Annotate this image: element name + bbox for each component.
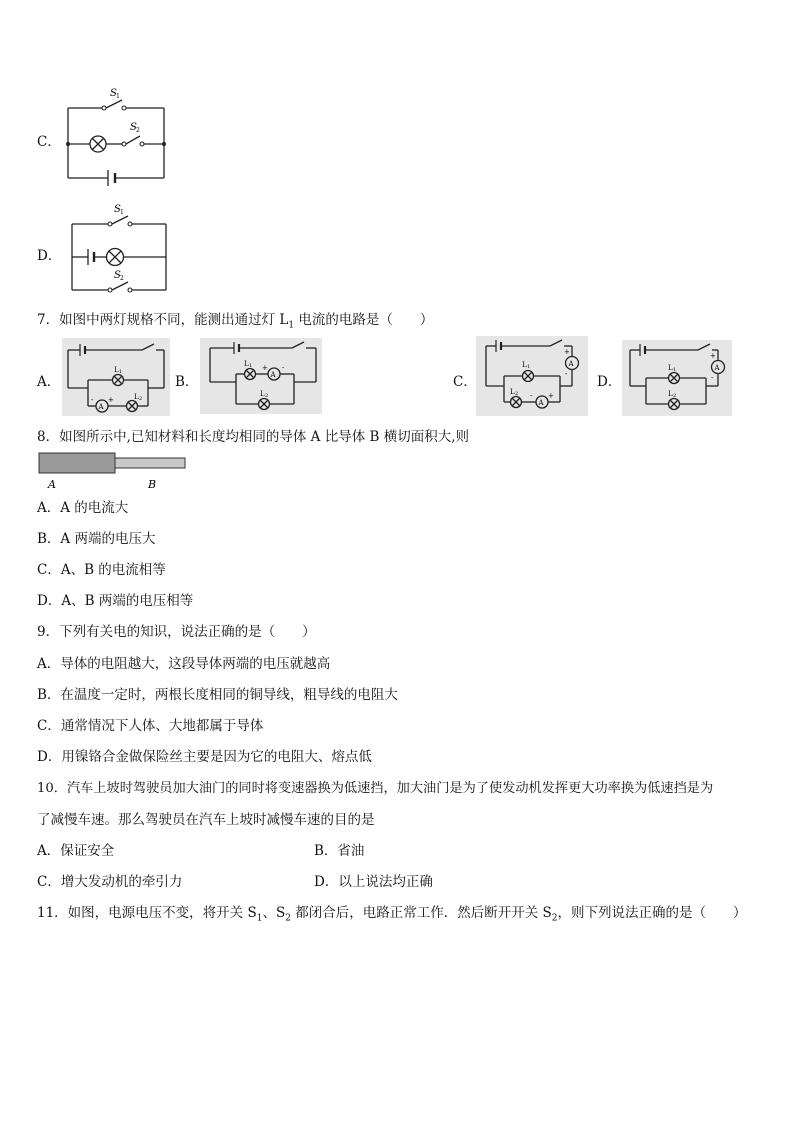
q9-option-d[interactable]: D．用镍铬合金做保险丝主要是因为它的电阻大、熔点低 [37,749,372,765]
q11-stem-c: 都闭合后，电路正常工作．然后断开开关 S [290,905,552,921]
q7b-plus: + [262,364,268,372]
q6-circuit-c [60,86,170,192]
q11-stem-d: ，则下列说法正确的是（ ） [557,905,747,921]
q8-option-a[interactable]: A．A 的电流大 [37,500,129,516]
q11-sub3: 2 [551,913,558,924]
q7b-l1: L [244,360,249,368]
q7-circuit-d [622,340,732,416]
q6d-s1-label: S [114,204,121,215]
q6d-s1-sub: 1 [120,209,124,216]
q7c-ammeter-top: A [568,360,574,368]
q7b-ammeter: A [270,371,276,379]
q7c-l2: L [510,388,515,396]
q10-option-b[interactable]: B．省油 [314,843,365,859]
q7-circuit-a [62,338,170,416]
q7a-l1-sub: 1 [119,369,123,375]
q7a-l2-sub: 2 [139,396,143,402]
q7a-plus: + [108,396,114,404]
q7c-minus-bottom: - [530,392,533,400]
q7c-minus-top: - [565,370,568,378]
q9-option-b[interactable]: B．在温度一定时，两根长度相同的铜导线，粗导线的电阻大 [37,687,398,703]
q7b-minus: - [282,364,285,372]
q7d-l1-sub: 1 [673,367,677,373]
q7-option-a-label[interactable]: A． [37,374,61,390]
q7d-l1: L [668,364,673,372]
q10-option-d[interactable]: D．以上说法均正确 [314,874,433,890]
q7b-l2: L [260,390,265,398]
q6-option-d-label[interactable]: D． [37,248,62,264]
q7d-plus: + [710,352,716,360]
q6c-s2-label: S [130,122,137,133]
q7-option-b-label[interactable]: B． [175,374,199,390]
q10-option-a[interactable]: A．保证安全 [37,843,115,859]
q6-circuit-d [62,200,172,298]
q8-stem: 8．如图所示中,已知材料和长度均相同的导体 A 比导体 B 横切面积大,则 [37,429,470,445]
q10-stem-line1: 10．汽车上坡时驾驶员加大油门的同时将变速器换为低速挡，加大油门是为了使发动机发挥更大功率换为低速挡是为 [37,781,714,796]
q11-stem-b: 、S [262,905,286,921]
q6c-s1-label: S [110,88,117,99]
q7a-l1: L [114,366,119,374]
q9-stem: 9．下列有关电的知识，说法正确的是（ ） [37,624,316,640]
q7c-l1-sub: 1 [527,364,531,370]
q7b-l2-sub: 2 [265,393,269,399]
q9-option-c[interactable]: C．通常情况下人体、大地都属于导体 [37,718,264,734]
q8-option-b[interactable]: B．A 两端的电压大 [37,531,156,547]
q7d-ammeter: A [714,364,720,372]
q6c-s1-sub: 1 [116,93,120,100]
q11-stem [37,904,747,928]
q7-stem-sub: 1 [288,320,295,331]
q7-stem-end: 电流的电路是（ ） [294,312,434,328]
q8-option-d[interactable]: D．A、B 两端的电压相等 [37,593,194,609]
q10-option-c[interactable]: C．增大发动机的牵引力 [37,874,183,890]
q6-option-c-label[interactable]: C． [37,134,61,150]
q7c-plus-bottom: + [548,392,554,400]
q7c-ammeter-bottom: A [538,399,544,407]
q7d-l2: L [668,390,673,398]
q7c-plus-top: + [564,348,570,356]
q6c-s2-sub: 2 [136,127,140,134]
q6d-s2-label: S [114,270,121,281]
q11-sub2: 2 [285,913,291,924]
q7c-l1: L [522,361,527,369]
q7d-minus: - [711,374,714,382]
q11-stem-a: 11．如图，电源电压不变，将开关 S [37,905,257,921]
q7-option-d-label[interactable]: D． [597,374,622,390]
q8-label-a: A [48,478,56,491]
q7-stem [37,311,433,335]
q6d-s2-sub: 2 [120,275,124,282]
q7c-l2-sub: 2 [515,391,519,397]
q7a-l2: L [134,393,139,401]
q7-stem-text: 7．如图中两灯规格不同，能测出通过灯 L [37,312,289,328]
q7a-ammeter: A [98,403,104,411]
q7d-l2-sub: 2 [673,393,677,399]
q7-circuit-c [476,336,588,416]
q7a-minus: - [91,396,94,404]
q7b-l1-sub: 1 [249,363,253,369]
q7-option-c-label[interactable]: C． [453,374,477,390]
q10-stem-line2: 了减慢车速。那么驾驶员在汽车上坡时减慢车速的目的是 [37,812,375,828]
q8-conductor-figure [38,452,188,494]
q8-label-b: B [148,478,157,491]
q8-option-c[interactable]: C．A、B 的电流相等 [37,562,166,578]
q11-sub1: 1 [256,913,263,924]
q7-circuit-b [200,338,322,414]
q9-option-a[interactable]: A．导体的电阻越大，这段导体两端的电压就越高 [37,656,331,672]
